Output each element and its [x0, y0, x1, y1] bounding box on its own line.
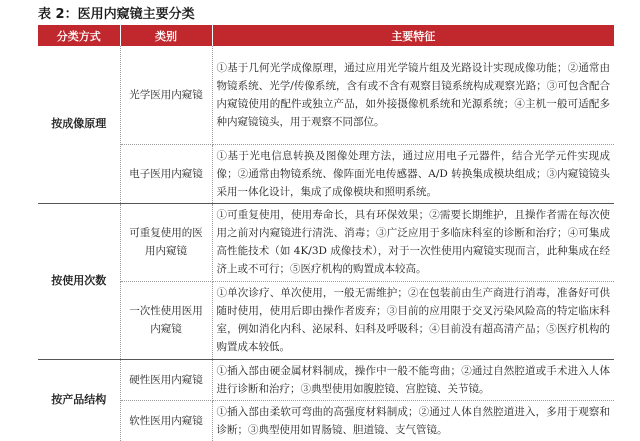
table-header-row	[38, 25, 614, 46]
header-category: 类别	[120, 25, 212, 46]
classification-table	[38, 25, 614, 441]
features-cell: ①单次诊疗、单次使用，一般无需维护；②在包装前由生产商进行消毒，准备好可供随时使用，使用后即由操作者废弃；③目前的应用限于交叉污染风险高的特定临床科室，例如消化内科、泌尿科、妇科及呼吸科；④目前没有超高清产品；⑤医疗机构的购置成本较低。	[212, 281, 614, 359]
category-cell: 硬性医用内窥镜	[120, 359, 212, 400]
table-row	[38, 359, 614, 400]
features-cell: ①可重复使用，使用寿命长，具有环保效果；②需要长期维护，且操作者需在每次使用之前对内窥镜进行清洗、消毒；③广泛应用于多临床科室的诊断和治疗；④可集成高性能技术（如 4K/3D 成像技术），对于一次性使用内窥镜实现而言，此种集成在经济上或不可行；⑤医疗机构的购置成本较高。	[212, 203, 614, 281]
category-cell: 一次性使用医用内窥镜	[120, 281, 212, 359]
table-caption: 表 2：医用内窥镜主要分类	[38, 7, 195, 22]
category-cell: 光学医用内窥镜	[120, 46, 212, 144]
method-imaging-principle: 按成像原理	[38, 46, 120, 203]
features-cell: ①插入部由硬金属材料制成，操作中一般不能弯曲；②通过自然腔道或手术进入人体进行诊断和治疗；③典型使用如腹腔镜、宫腔镜、关节镜。	[212, 359, 614, 400]
header-features: 主要特征	[212, 25, 614, 46]
table-row	[38, 144, 614, 203]
table-row	[38, 400, 614, 441]
features-cell: ①插入部由柔软可弯曲的高强度材料制成；②通过人体自然腔道进入，多用于观察和诊断；③典型使用如胃肠镜、胆道镜、支气管镜。	[216, 405, 610, 436]
features-cell: ①基于光电信息转换及图像处理方法，通过应用电子元器件，结合光学元件实现成像；②通常由物镜系统、像阵面光电传感器、A/D 转换集成模块组成；③内窥镜镜头采用一体化设计，集成了成像模块和照明系统。	[212, 144, 614, 203]
table-row	[38, 281, 614, 359]
method-product-structure: 按产品结构	[38, 359, 120, 441]
method-usage-count: 按使用次数	[38, 203, 120, 359]
table-row	[38, 46, 614, 144]
category-cell: 软性医用内窥镜	[120, 400, 212, 441]
category-cell: 电子医用内窥镜	[120, 144, 212, 203]
category-cell: 可重复使用的医用内窥镜	[120, 203, 212, 281]
table-row	[38, 203, 614, 281]
header-method: 分类方式	[38, 25, 120, 46]
features-cell: ①基于几何光学成像原理，通过应用光学镜片组及光路设计实现成像功能；②通常由物镜系统、光学/传像系统，含有或不含有观察目镜系统构成观察光路；③可包含配合内窥镜使用的配件或独立产品，如外接摄像机系统和光源系统；④主机一般可适配多种内窥镜镜头，用于观察不同部位。	[212, 46, 614, 144]
